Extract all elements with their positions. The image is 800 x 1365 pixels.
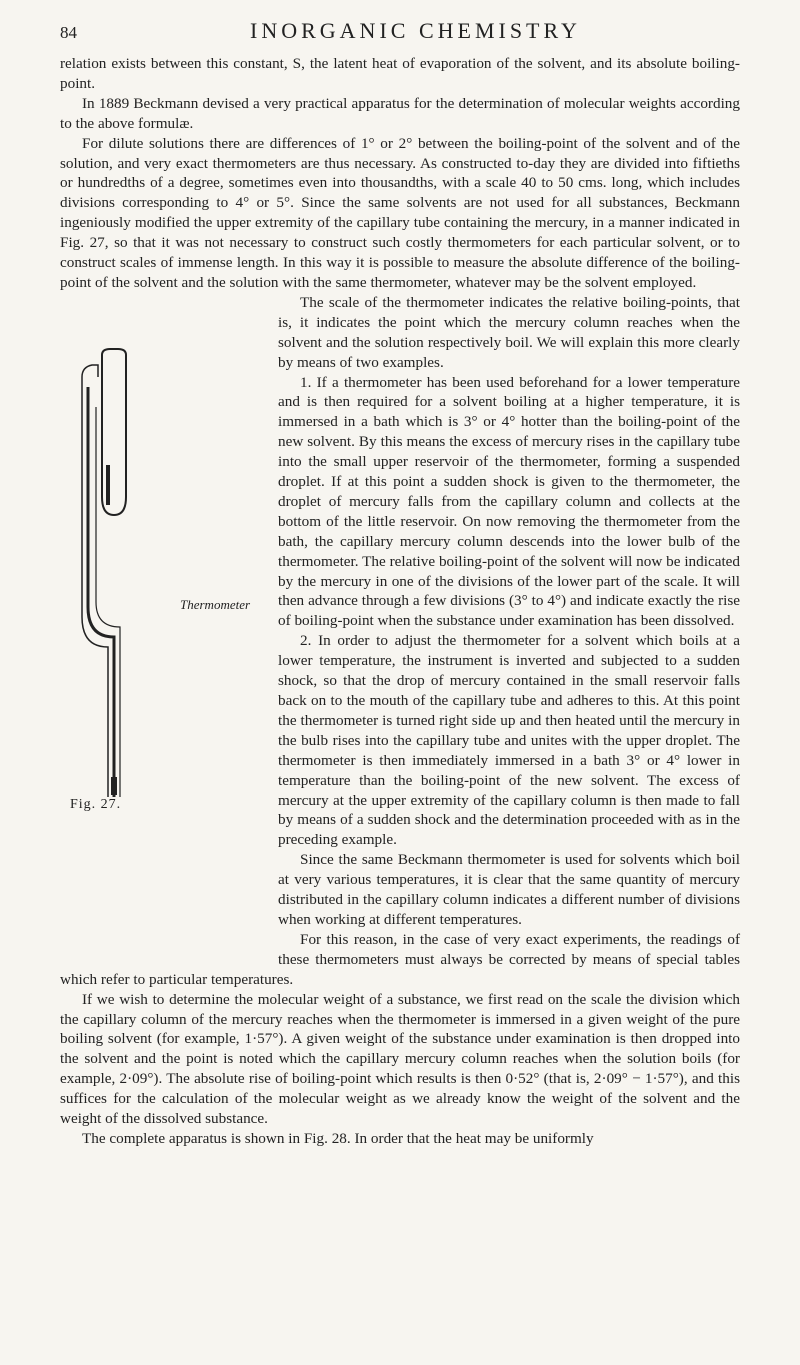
paragraph: For dilute solutions there are differences of 1° or 2° between the boiling-point of the solvent and of the solution, and very exact thermometers are thus necessary. As constructed to-day they are divided into fiftieths or hundredths of a degree, sometimes even into thousandths, with a scale 40 to 50 cms. long, which includes divisions corresponding to 4° or 5°. Since the same solvents are not used for all substances, Beckmann ingeniously modified the upper extremity of the capillary tube containing the mercury, in a manner indicated in Fig. 27, so that it was not necessary to construct such costly thermometers for each particular solvent, or to construct scales of immense length. In this way it is possible to measure the absolute difference of the boiling-point of the solvent and the solution with the same thermometer, whatever may be the solvent employed. [60,134,740,291]
outer-stem [82,365,98,377]
paragraph: If we wish to determine the molecular weight of a substance, we first read on the scale the division which the capillary column of the mercury reaches when the thermometer is immersed in a given weight of the pure boiling solvent (for example, 1·57°). A given weight of the substance under examination is then dropped into the solvent and the point is noted which the capillary mercury column reaches when the solution boils (for example, 2·09°). The absolute rise of boiling-point which results is then 0·52° (that is, 2·09° − 1·57°), and this suffices for the calculation of the molecular weight as we already know the weight of the solvent and the weight of the dissolved substance. [60,990,740,1128]
body-text [60,54,740,1149]
reservoir-mercury [106,465,110,505]
page-number: 84 [60,23,77,42]
paragraph: 1. If a thermometer has been used beforehand for a lower temperature and is then required for a solvent boiling at a higher temperature, it is immersed in a bath which is 3° or 4° hotter than the boiling-point of the new solvent. By this means the excess of mercury rises in the capillary tube into the small upper reservoir of the thermometer, forming a suspended droplet. If at this point a sudden shock is given to the thermometer, the droplet of mercury falls from the capillary column and collects at the bottom of the little reservoir. On now removing the thermometer from the bath, the capillary mercury column descends into the lower bulb of the thermometer. The relative boiling-point of the solvent will now be indicated by the mercury in one of the divisions of the lower part of the scale. It will then advance through a few divisions (3° to 4°) and indicate exactly the rise of boiling-point when the substance under examination has been dissolved. [278,373,740,630]
paragraph: The scale of the thermometer indicates the relative boiling-points, that is, it indicates the point which the mercury column reaches when the solvent and the solution respectively boil. We will explain this more clearly by means of two examples. [278,293,740,371]
thermometer-figure [80,347,150,797]
paragraph: Since the same Beckmann thermometer is used for solvents which boil at very various temperatures, it is clear that the same quantity of mercury distributed in the capillary column indicates a different number of divisions when working at different temperatures. [278,851,740,928]
figure-caption: Fig. 27. [70,796,122,812]
stem-wall-left [82,377,108,797]
page-header [60,18,740,52]
paragraph: For this reason, in the case of very exact experiments, the readings of these thermometers must always be corrected by means of special tables which refer to particular temperatures. [60,930,740,988]
figure-marker: Thermometer [180,596,251,612]
running-title: INORGANIC CHEMISTRY [250,18,581,43]
paragraph: The complete apparatus is shown in Fig. 28. In order that the heat may be uniformly [82,1129,594,1147]
scale-mark [111,777,117,795]
paragraph: relation exists between this constant, S, the latent heat of evaporation of the solvent, and its absolute boiling-point. [60,55,740,92]
figure-27 [60,295,278,955]
upper-reservoir [102,349,126,515]
paragraph: In 1889 Beckmann devised a very practical apparatus for the determination of molecular weights according to the above formulæ. [60,94,740,132]
paragraph: 2. In order to adjust the thermometer for a solvent which boils at a lower temperature, the instrument is inverted and subjected to a sudden shock, so that the drop of mercury contained in the small reservoir falls back on to the mouth of the capillary tube and adheres to this. At this point the thermometer is turned right side up and then heated until the mercury in the bulb rises into the capillary tube and unites with the upper droplet. The thermometer is then immediately immersed in a bath 3° or 4° lower in temperature than the boiling-point of the new solvent. The excess of mercury at the upper extremity of the capillary column is then made to fall by means of a sudden shock and the determination proceeded with as in the preceding example. [278,632,740,849]
